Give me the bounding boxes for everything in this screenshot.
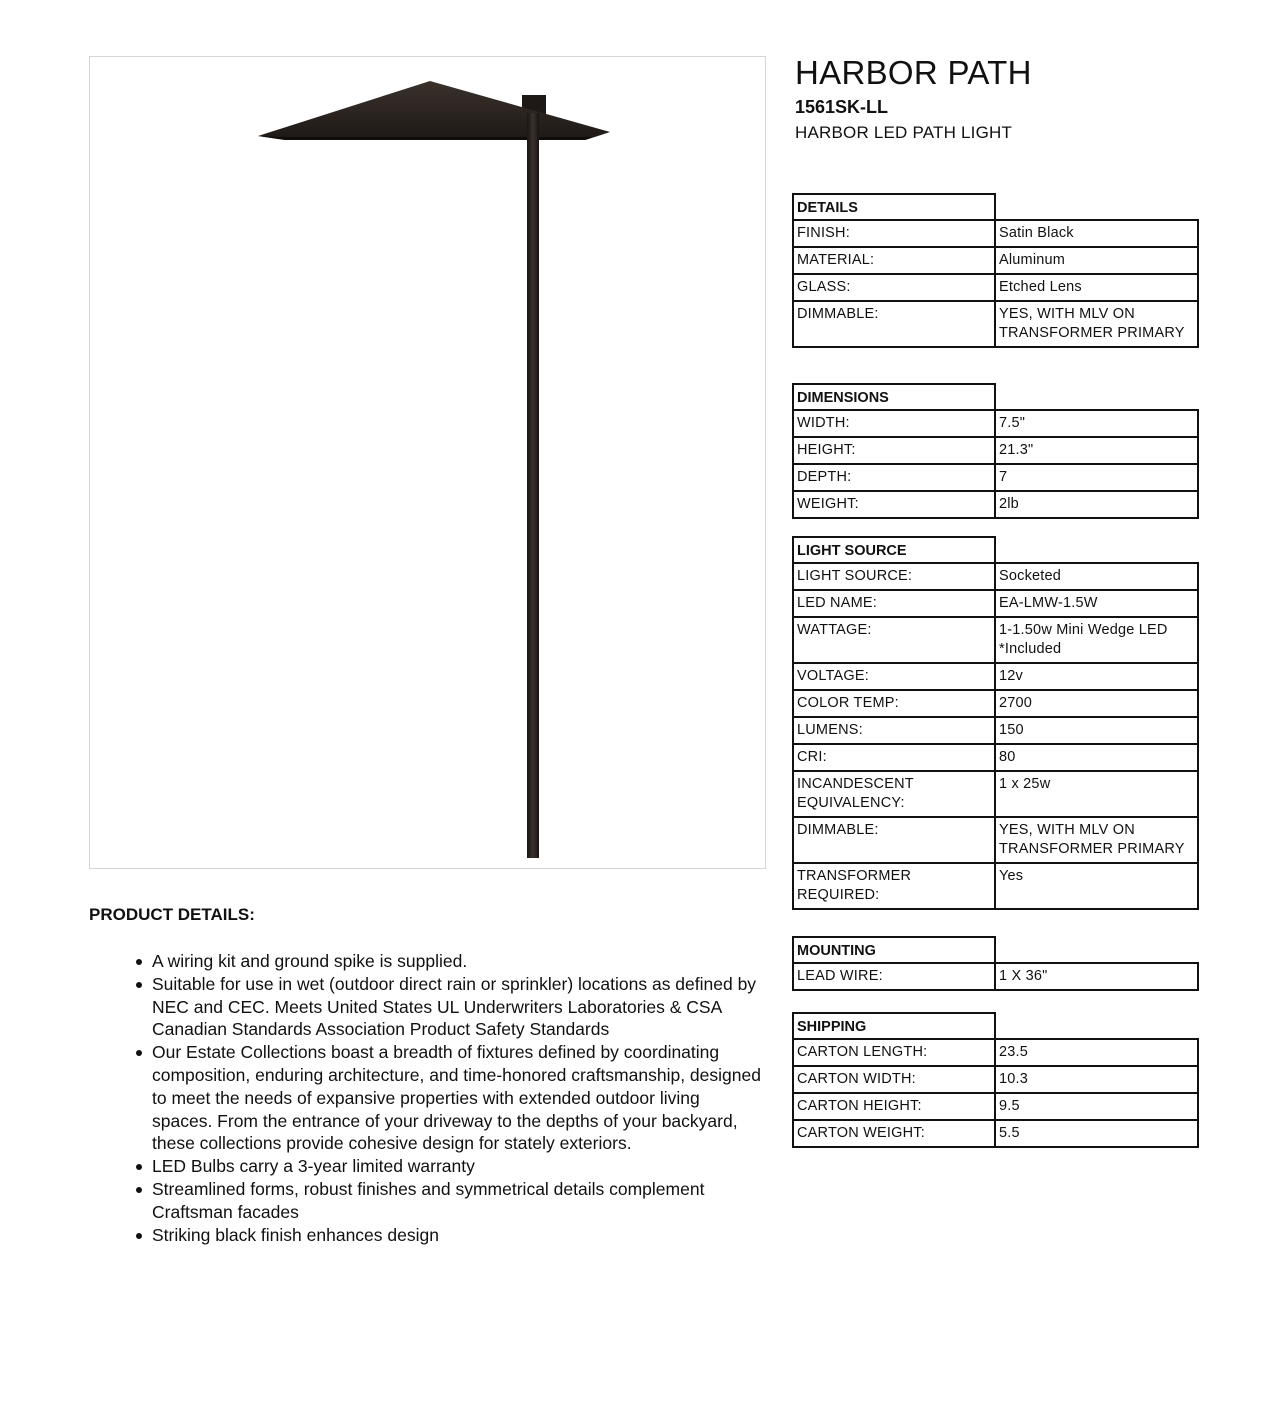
spec-label: CRI: bbox=[794, 745, 996, 770]
spec-label: FINISH: bbox=[794, 221, 996, 246]
spec-table-details bbox=[792, 193, 1199, 348]
spec-value: 21.3" bbox=[999, 442, 1034, 458]
spec-row bbox=[794, 564, 1197, 591]
spec-row bbox=[794, 772, 1197, 818]
spec-value: Etched Lens bbox=[999, 279, 1082, 295]
spec-value: 1-1.50w Mini Wedge LED *Included bbox=[999, 622, 1168, 657]
product-subtitle: HARBOR LED PATH LIGHT bbox=[795, 123, 1013, 142]
product-details-title: PRODUCT DETAILS: bbox=[89, 905, 255, 924]
product-details-list bbox=[131, 950, 761, 1246]
spec-heading: SHIPPING bbox=[792, 1012, 996, 1038]
spec-label: LUMENS: bbox=[794, 718, 996, 743]
spec-row bbox=[794, 1040, 1197, 1067]
product-header bbox=[795, 54, 1032, 144]
spec-label: WATTAGE: bbox=[794, 618, 996, 662]
spec-table-shipping bbox=[792, 1012, 1199, 1148]
spec-label: MATERIAL: bbox=[794, 248, 996, 273]
spec-row bbox=[794, 275, 1197, 302]
spec-row bbox=[794, 618, 1197, 664]
list-item: Suitable for use in wet (outdoor direct rain or sprinkler) locations as defined by NEC and CEC. Meets United States UL Underwriters Laboratories & CSA Canadian Standards Association Product Safety Standards bbox=[131, 973, 761, 1041]
spec-heading: DIMENSIONS bbox=[792, 383, 996, 409]
spec-value: 1 X 36" bbox=[999, 968, 1048, 984]
spec-row bbox=[794, 221, 1197, 248]
spec-value: 150 bbox=[999, 722, 1024, 738]
spec-row bbox=[794, 964, 1197, 990]
spec-label: TRANSFORMER REQUIRED: bbox=[794, 864, 996, 908]
spec-value: 23.5 bbox=[999, 1044, 1029, 1060]
spec-table-light-source bbox=[792, 536, 1199, 910]
product-photo bbox=[89, 56, 766, 869]
spec-value: 5.5 bbox=[999, 1125, 1020, 1141]
spec-table-mounting bbox=[792, 936, 1199, 991]
spec-value: Satin Black bbox=[999, 225, 1074, 241]
spec-row bbox=[794, 1121, 1197, 1147]
spec-label: DEPTH: bbox=[794, 465, 996, 490]
spec-label: COLOR TEMP: bbox=[794, 691, 996, 716]
spec-label: LIGHT SOURCE: bbox=[794, 564, 996, 589]
spec-heading: MOUNTING bbox=[792, 936, 996, 962]
spec-value: 7.5" bbox=[999, 415, 1026, 431]
spec-row bbox=[794, 411, 1197, 438]
spec-label: DIMMABLE: bbox=[794, 302, 996, 346]
list-item: Streamlined forms, robust finishes and symmetrical details complement Craftsman facades bbox=[131, 1178, 761, 1224]
spec-label: GLASS: bbox=[794, 275, 996, 300]
list-item: Our Estate Collections boast a breadth of fixtures defined by coordinating composition, enduring architecture, and time-honored craftsmanship, designed to meet the needs of expansive properties with extended outdoor living spaces. From the entrance of your driveway to the depths of your backyard, these collections provide cohesive design for stately exteriors. bbox=[131, 1041, 761, 1155]
spec-value: 7 bbox=[999, 469, 1008, 485]
spec-value: 80 bbox=[999, 749, 1016, 765]
spec-row bbox=[794, 864, 1197, 909]
spec-row bbox=[794, 818, 1197, 864]
spec-row bbox=[794, 745, 1197, 772]
spec-value: Yes bbox=[999, 868, 1024, 884]
spec-value: Socketed bbox=[999, 568, 1062, 584]
spec-value: Aluminum bbox=[999, 252, 1066, 268]
spec-table-dimensions bbox=[792, 383, 1199, 519]
lamp-post bbox=[527, 113, 539, 858]
spec-row bbox=[794, 302, 1197, 347]
spec-row bbox=[794, 664, 1197, 691]
list-item: LED Bulbs carry a 3-year limited warranty bbox=[131, 1155, 761, 1178]
spec-label: VOLTAGE: bbox=[794, 664, 996, 689]
spec-value: YES, WITH MLV ON TRANSFORMER PRIMARY bbox=[999, 306, 1185, 341]
spec-row bbox=[794, 1094, 1197, 1121]
spec-label: CARTON LENGTH: bbox=[794, 1040, 996, 1065]
spec-heading: DETAILS bbox=[792, 193, 996, 219]
spec-heading: LIGHT SOURCE bbox=[792, 536, 996, 562]
spec-value: EA-LMW-1.5W bbox=[999, 595, 1098, 611]
spec-label: LED NAME: bbox=[794, 591, 996, 616]
lamp-hood bbox=[258, 81, 610, 140]
spec-row bbox=[794, 248, 1197, 275]
spec-value: 1 x 25w bbox=[999, 776, 1051, 792]
spec-label: CARTON WEIGHT: bbox=[794, 1121, 996, 1146]
product-sku: 1561SK-LL bbox=[795, 97, 889, 117]
spec-row bbox=[794, 691, 1197, 718]
spec-label: HEIGHT: bbox=[794, 438, 996, 463]
spec-value: 10.3 bbox=[999, 1071, 1029, 1087]
spec-label: INCANDESCENT EQUIVALENCY: bbox=[794, 772, 996, 816]
spec-label: WEIGHT: bbox=[794, 492, 996, 517]
path-light-illustration bbox=[90, 57, 767, 870]
spec-value: 2lb bbox=[999, 496, 1019, 512]
spec-label: CARTON HEIGHT: bbox=[794, 1094, 996, 1119]
product-title: HARBOR PATH bbox=[795, 54, 1032, 91]
spec-label: CARTON WIDTH: bbox=[794, 1067, 996, 1092]
spec-value: 2700 bbox=[999, 695, 1033, 711]
spec-row bbox=[794, 591, 1197, 618]
spec-label: LEAD WIRE: bbox=[794, 964, 996, 989]
spec-row bbox=[794, 1067, 1197, 1094]
spec-value: 12v bbox=[999, 668, 1023, 684]
spec-row bbox=[794, 718, 1197, 745]
spec-row bbox=[794, 492, 1197, 518]
spec-label: DIMMABLE: bbox=[794, 818, 996, 862]
spec-row bbox=[794, 465, 1197, 492]
spec-value: 9.5 bbox=[999, 1098, 1020, 1114]
spec-row bbox=[794, 438, 1197, 465]
spec-label: WIDTH: bbox=[794, 411, 996, 436]
spec-value: YES, WITH MLV ON TRANSFORMER PRIMARY bbox=[999, 822, 1185, 857]
list-item: Striking black finish enhances design bbox=[131, 1224, 761, 1247]
list-item: A wiring kit and ground spike is supplied. bbox=[131, 950, 761, 973]
